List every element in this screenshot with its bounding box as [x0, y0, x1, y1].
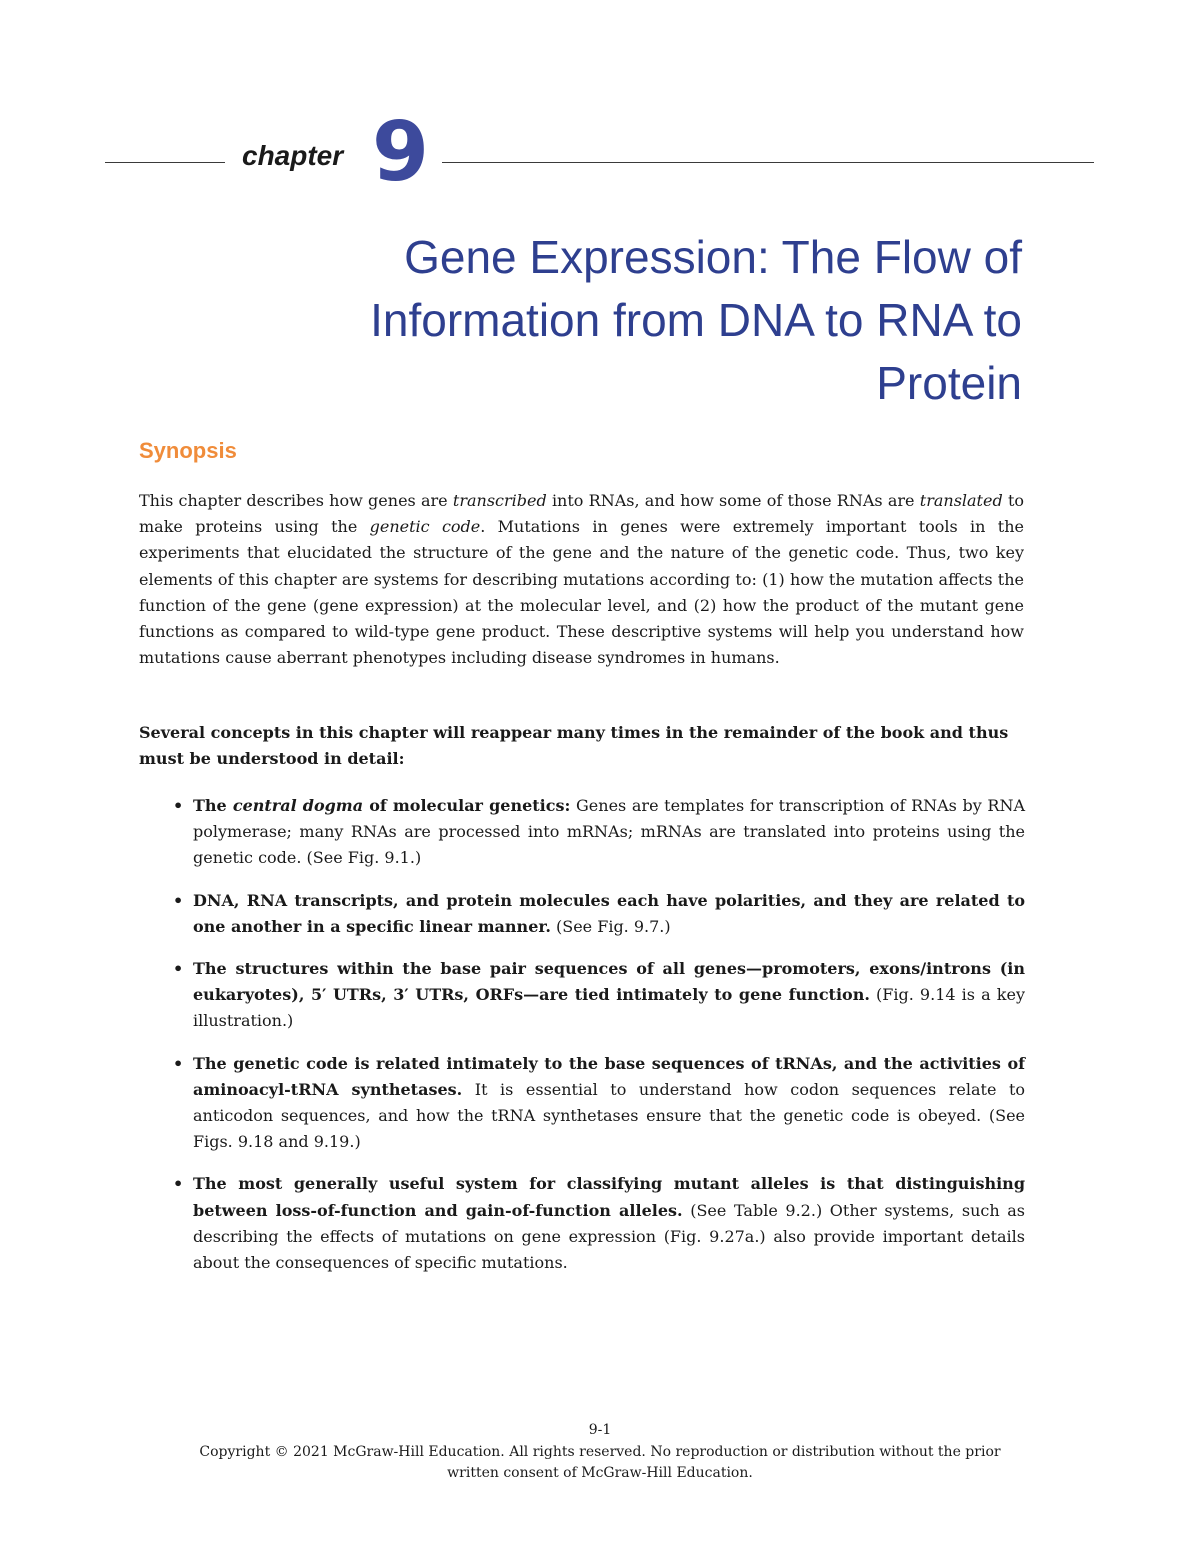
- bullet-icon: •: [173, 890, 184, 910]
- chapter-title-line-2: Information from DNA to RNA to: [370, 294, 1022, 346]
- page-number: 9-1: [588, 1422, 612, 1438]
- concept-1-bold-em: central dogma: [232, 796, 364, 815]
- list-item: [163, 888, 1025, 940]
- list-item: [163, 1171, 1025, 1276]
- concept-1-bold-a: The: [193, 796, 233, 815]
- synopsis-text-1: This chapter describes how genes are: [139, 491, 453, 510]
- bullet-icon: •: [173, 1053, 184, 1073]
- synopsis-text-4: . Mutations in genes were extremely important tools in the experiments that elucidated the structure of the gene and the nature of the genetic code. Thus, two key elements of this chapter are systems for describing mutations according to: (1) how the mutation affects the function of the gene (gene expression) at the molecular level, and (2) how the product of the mutant gene functions as compared to wild-type gene product. These descriptive systems will help you understand how mutations cause aberrant phenotypes including disease syndromes in humans.: [139, 517, 1025, 668]
- copyright-notice: [140, 1442, 1060, 1484]
- concept-2-bold: DNA, RNA transcripts, and protein molecules each have polarities, and they are related to one another in a specific linear manner.: [193, 890, 1025, 936]
- list-item: [163, 956, 1025, 1035]
- concept-3-bold: The structures within the base pair sequences of all genes—promoters, exons/introns (in eukaryotes), 5′ UTRs, 3′ UTRs, ORFs—are tied intimately to gene function.: [193, 959, 1025, 1005]
- concept-3-text: (Fig. 9.14 is a key illustration.): [193, 985, 1025, 1031]
- concepts-intro: Several concepts in this chapter will reappear many times in the remainder of the book and thus must be understood in detail:: [139, 723, 1009, 769]
- synopsis-text-3: to make proteins using the: [139, 491, 1025, 537]
- synopsis-emphasis-genetic-code: genetic code: [369, 517, 481, 537]
- bullet-icon: •: [173, 796, 184, 815]
- copyright-line-2: written consent of McGraw-Hill Education.: [447, 1465, 753, 1481]
- bullet-icon: •: [173, 959, 184, 979]
- chapter-title-line-3: Protein: [876, 357, 1022, 409]
- concept-5-text: (See Table 9.2.) Other systems, such as describing the effects of mutations on gene expression (Fig. 9.27a.) also provide important details about the consequences of specific mutations.: [193, 1200, 1026, 1273]
- concept-4-bold: The genetic code is related intimately to the base sequences of tRNAs, and the activities of aminoacyl-tRNA synthetases.: [193, 1053, 1025, 1099]
- synopsis-emphasis-translated: translated: [919, 491, 1003, 510]
- concepts-list: [163, 793, 1025, 1292]
- concept-4-text: It is essential to understand how codon sequences relate to anticodon sequences, and how the tRNA synthetases ensure that the genetic code is obeyed. (See Figs. 9.18 and 9.19.): [193, 1079, 1026, 1152]
- concept-1-bold-b: of molecular genetics:: [363, 796, 571, 815]
- chapter-title: [222, 226, 1022, 415]
- concept-5-bold: The most generally useful system for classifying mutant alleles is that distinguishing between loss-of-function and gain-of-function alleles.: [193, 1174, 1025, 1220]
- synopsis-emphasis-transcribed: transcribed: [452, 491, 547, 510]
- copyright-line-1: Copyright © 2021 McGraw-Hill Education. All rights reserved. No reproduction or distribution without the prior: [199, 1444, 1001, 1460]
- chapter-label: chapter: [242, 140, 344, 171]
- chapter-title-line-1: Gene Expression: The Flow of: [404, 231, 1022, 283]
- synopsis-heading: Synopsis: [139, 438, 237, 463]
- list-item: [163, 1051, 1025, 1156]
- list-item: [163, 793, 1025, 872]
- chapter-rule-right: [442, 162, 1094, 163]
- chapter-number: 9: [372, 105, 430, 200]
- synopsis-text-2: into RNAs, and how some of those RNAs are: [546, 491, 920, 510]
- concept-2-text: (See Fig. 9.7.): [550, 916, 671, 936]
- bullet-icon: •: [173, 1174, 184, 1194]
- chapter-rule-left: [105, 162, 225, 163]
- concept-1-text: Genes are templates for transcription of RNAs by RNA polymerase; many RNAs are processed into mRNAs; mRNAs are translated into proteins using the genetic code. (See Fig. 9.1.): [193, 796, 1026, 868]
- synopsis-paragraph: [139, 488, 1024, 671]
